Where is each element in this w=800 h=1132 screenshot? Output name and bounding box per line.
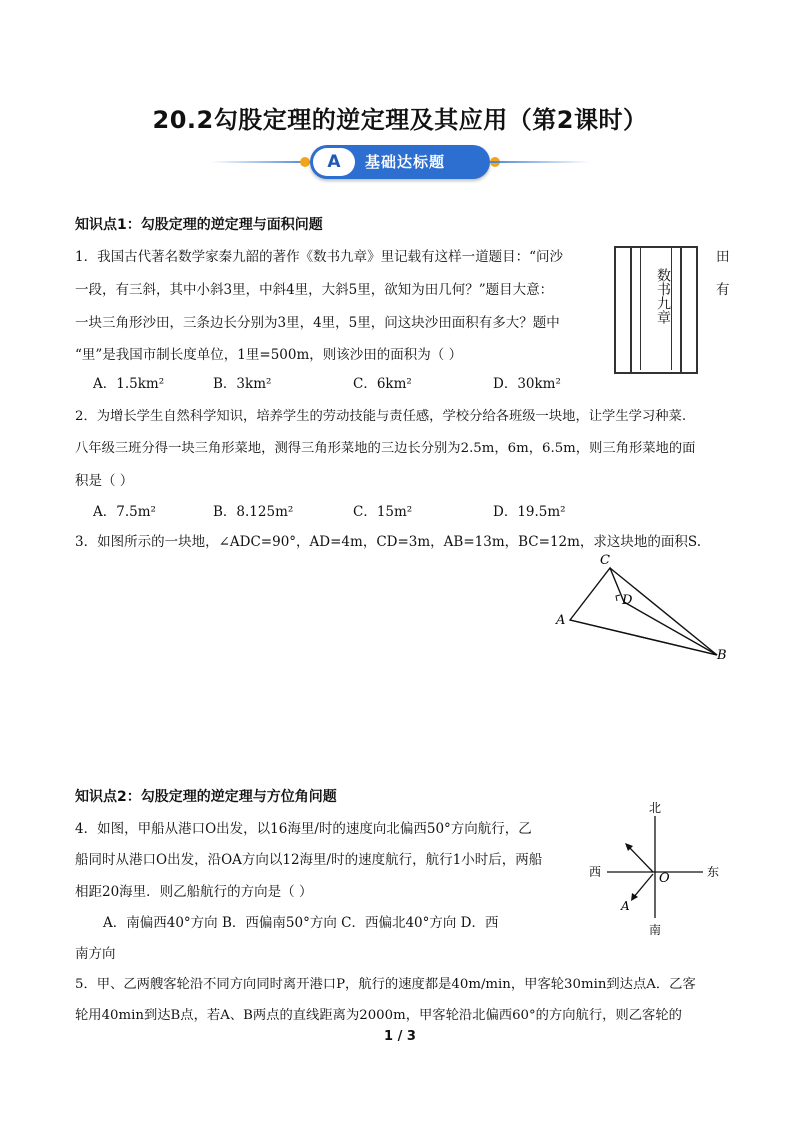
q1-option-a: A．1.5km² bbox=[93, 376, 165, 392]
q1-option-b: B．3km² bbox=[213, 376, 272, 392]
q2-line-3: 积是（ ） bbox=[75, 473, 134, 489]
q1-line-1: 1．我国古代著名数学家秦九韶的著作《数书九章》里记载有这样一道题目：“问沙 bbox=[75, 249, 563, 265]
q4-options-line: A．南偏西40°方向 B．西偏南50°方向 C．西偏北40°方向 D．西 bbox=[103, 915, 499, 931]
q2-option-a: A．7.5m² bbox=[93, 504, 156, 520]
q1-line-3: 一块三角形沙田，三条边长分别为3里，4里，5里，问这块沙田面积有多大？题中 bbox=[75, 315, 560, 331]
book-title-frame bbox=[640, 246, 672, 370]
book-title: 数书九章 bbox=[655, 268, 671, 324]
label-d: D bbox=[622, 593, 633, 608]
q5-line-2: 轮用40min到达B点，若A、B两点的直线距离为2000m，甲客轮沿北偏西60°的方向航行，则乙客轮的 bbox=[75, 1008, 682, 1023]
book-cover-image bbox=[614, 246, 698, 374]
west-label: 西 bbox=[589, 865, 602, 879]
label-a: A bbox=[556, 613, 566, 628]
q4-line-2: 船同时从港口O出发，沿OA方向以12海里/时的速度航行，航行1小时后，两船 bbox=[75, 852, 543, 868]
q1-side-char-1: 田 bbox=[716, 249, 730, 265]
q4-line-1: 4．如图，甲船从港口O出发，以16海里/时的速度向北偏西50°方向航行，乙 bbox=[75, 821, 532, 837]
north-label: 北 bbox=[649, 801, 662, 815]
compass-figure bbox=[585, 798, 725, 940]
q2-option-d: D．19.5m² bbox=[493, 504, 566, 520]
banner-label: 基础达标题 bbox=[365, 153, 446, 171]
quadrilateral-figure bbox=[540, 548, 740, 668]
section1-heading: 知识点1：勾股定理的逆定理与面积问题 bbox=[75, 217, 323, 233]
q1-option-d: D．30km² bbox=[493, 376, 561, 392]
south-label: 南 bbox=[649, 923, 662, 937]
ship-b-path bbox=[633, 874, 653, 898]
q2-line-1: 2．为增长学生自然科学知识，培养学生的劳动技能与责任感，学校分给各班级一块地，让学生学习种菜. bbox=[75, 409, 687, 424]
banner-pill bbox=[310, 145, 490, 179]
q1-side-char-2: 有 bbox=[716, 282, 730, 298]
book-spine bbox=[630, 246, 682, 374]
quadrilateral-shape bbox=[570, 568, 717, 655]
right-angle-mark bbox=[616, 595, 620, 601]
banner-line-right bbox=[490, 161, 590, 163]
q3-text: 3．如图所示的一块地，∠ADC=90°，AD=4m，CD=3m，AB=13m，BC=12m，求这块地的面积S. bbox=[75, 534, 701, 550]
q5-line-1: 5．甲、乙两艘客轮沿不同方向同时离开港口P，航行的速度都是40m/min，甲客轮30min到达点A．乙客 bbox=[75, 977, 696, 992]
q4-line-3: 相距20海里．则乙船航行的方向是（ ） bbox=[75, 884, 313, 900]
label-c: C bbox=[600, 553, 610, 568]
page-title: 20.2勾股定理的逆定理及其应用（第2课时） bbox=[152, 106, 648, 134]
q2-option-c: C．15m² bbox=[353, 504, 413, 520]
section2-heading: 知识点2：勾股定理的逆定理与方位角问题 bbox=[75, 789, 337, 805]
q1-line-4: “里”是我国市制长度单位，1里=500m，则该沙田的面积为（ ） bbox=[75, 347, 463, 363]
q1-option-c: C．6km² bbox=[353, 376, 412, 392]
banner-dot-left bbox=[300, 157, 310, 167]
origin-label: O bbox=[659, 871, 670, 886]
banner-line-left bbox=[210, 161, 310, 163]
q4-line-5: 南方向 bbox=[75, 946, 116, 962]
q2-line-2: 八年级三班分得一块三角形菜地，测得三角形菜地的三边长分别为2.5m，6m，6.5m，则三角形菜地的面 bbox=[75, 441, 696, 456]
point-a-label: A bbox=[621, 899, 630, 913]
label-b: B bbox=[717, 648, 727, 663]
page-number: 1 / 3 bbox=[384, 1029, 416, 1044]
banner-letter: A bbox=[313, 148, 355, 176]
east-label: 东 bbox=[707, 865, 720, 879]
ship-a-path bbox=[627, 845, 653, 872]
section-banner bbox=[200, 143, 600, 181]
q1-line-2: 一段，有三斜，其中小斜3里，中斜4里，大斜5里，欲知为田几何？”题目大意： bbox=[75, 282, 554, 298]
q2-option-b: B．8.125m² bbox=[213, 504, 294, 520]
